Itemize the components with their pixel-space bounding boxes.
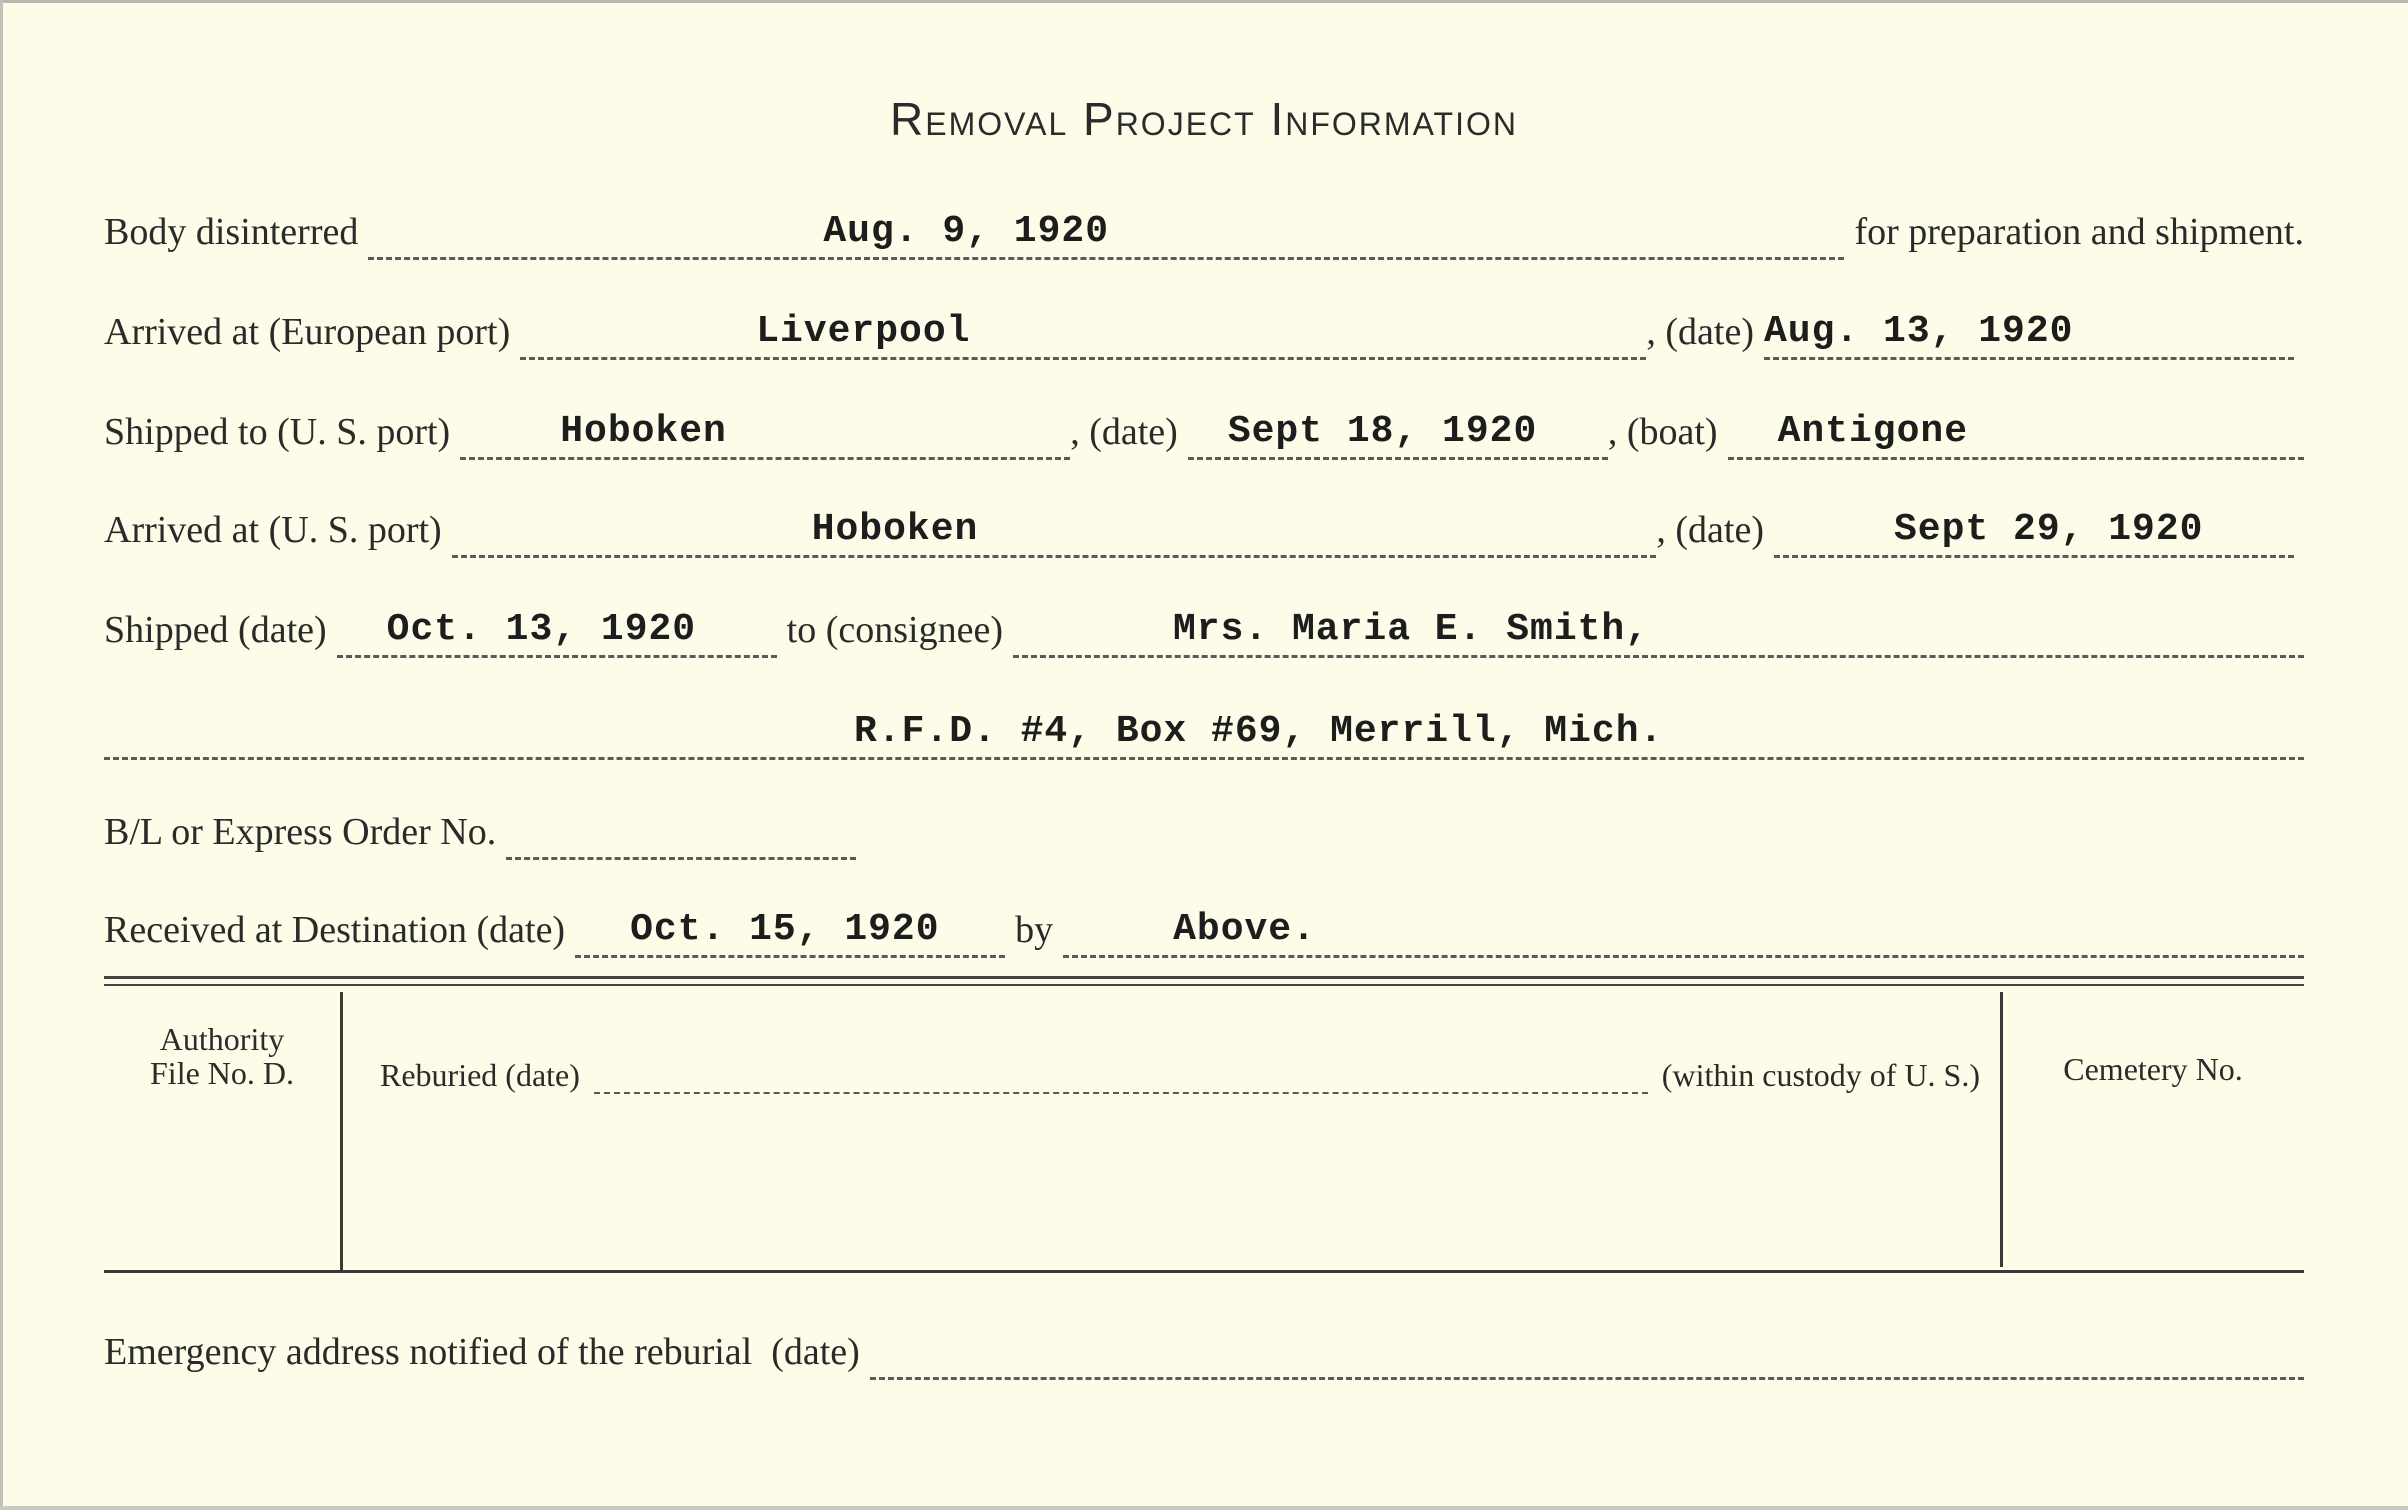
shipped-date-field[interactable] [337,598,777,658]
card-edge-left [0,0,3,1510]
consignee-address-field[interactable] [104,700,2304,760]
shipped-us-date-value: Sept 18, 1920 [1227,410,1538,453]
row-received [104,898,2304,958]
consignee-field[interactable] [1013,598,2304,658]
row-address [104,700,2304,760]
arrived-us-date-label: , (date) [1656,509,1764,551]
authority-line2: File No. D. [150,1055,294,1091]
arrived-us-date-value: Sept 29, 1920 [1894,508,2204,551]
reburied-row [380,1050,1980,1094]
card-title [0,92,2408,146]
arrived-us-date-field[interactable] [1774,498,2294,558]
received-date-field[interactable] [575,898,1005,958]
arrived-eu-port-value: Liverpool [756,310,971,353]
received-date-value: Oct. 15, 1920 [630,908,940,951]
row-shipped [104,598,2304,658]
bl-label: B/L or Express Order No. [104,811,497,853]
box-divider-right [2000,992,2003,1267]
bl-field[interactable] [506,800,856,860]
disinterred-label: Body disinterred [104,211,359,253]
shipped-us-date-field[interactable] [1188,400,1608,460]
shipped-us-label: Shipped to (U. S. port) [104,411,451,453]
custody-label: (within custody of U. S.) [1661,1057,1980,1093]
received-label: Received at Destination (date) [104,909,566,951]
row-bl [104,800,2304,860]
box-divider-left [340,992,343,1270]
disinterred-value: Aug. 9, 1920 [823,210,1110,253]
consignee-address-value: R.F.D. #4, Box #69, Merrill, Mich. [854,710,1664,753]
arrived-us-port-value: Hoboken [811,508,979,551]
card-edge-bottom [0,1506,2408,1510]
shipped-us-boat-field[interactable] [1728,400,2304,460]
emergency-label: Emergency address notified of the reburial (date) [104,1331,860,1373]
row-disinterred [104,200,2304,260]
box-top-rule-2 [104,984,2304,986]
consignee-label: to (consignee) [786,609,1003,651]
shipped-us-port-field[interactable] [460,400,1070,460]
reburied-date-field[interactable] [594,1050,1648,1094]
disinterred-suffix: for preparation and shipment. [1854,211,2304,253]
arrived-us-label: Arrived at (U. S. port) [104,509,442,551]
shipped-us-boat-label: , (boat) [1607,411,1718,453]
shipped-us-date-label: , (date) [1070,411,1178,453]
row-arrived-us [104,498,2304,558]
received-by-value: Above. [1173,908,1316,951]
authority-label [104,1022,340,1090]
arrived-us-port-field[interactable] [452,498,1657,558]
box-bottom-rule [104,1270,2304,1273]
emergency-date-field[interactable] [870,1320,2304,1380]
row-shipped-us [104,400,2304,460]
consignee-value: Mrs. Maria E. Smith, [1172,608,1650,651]
shipped-label: Shipped (date) [104,609,327,651]
card-edge-top [0,0,2408,3]
shipped-us-boat-value: Antigone [1777,410,1968,453]
row-arrived-european [104,300,2304,360]
disinterred-field[interactable] [368,200,1844,260]
box-top-rule-1 [104,976,2304,979]
card-title-text: Removal Project Information [890,93,1518,145]
received-by-label: by [1015,909,1054,951]
arrived-eu-date-field[interactable] [1764,300,2294,360]
shipped-date-value: Oct. 13, 1920 [386,608,697,651]
row-emergency [104,1320,2304,1380]
authority-line1: Authority [159,1021,285,1057]
reburied-label: Reburied (date) [380,1057,580,1093]
arrived-eu-label: Arrived at (European port) [104,311,511,353]
shipped-us-port-value: Hoboken [560,410,727,453]
arrived-eu-date-value: Aug. 13, 1920 [1764,310,2074,353]
arrived-eu-port-field[interactable] [520,300,1646,360]
arrived-eu-date-label: , (date) [1646,311,1754,353]
cemetery-label: Cemetery No. [2063,1051,2243,1087]
received-by-field[interactable] [1063,898,2304,958]
